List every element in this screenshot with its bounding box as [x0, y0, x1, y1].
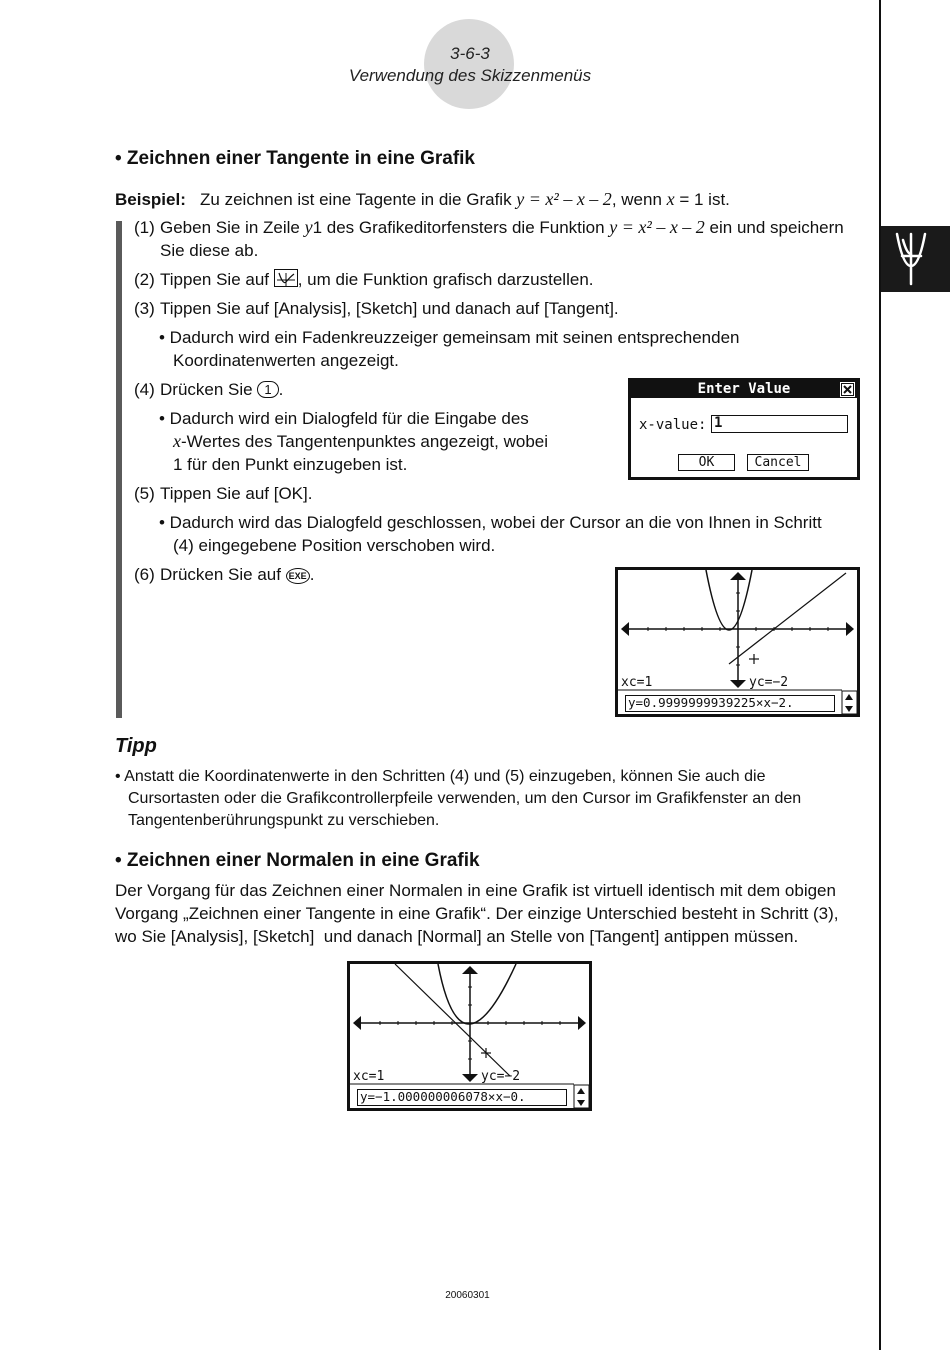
footer-code: 20060301: [445, 1290, 490, 1301]
tipp-line2: Cursortasten oder die Grafikcontrollerpfeile verwenden, um den Cursor im Grafikfenster an den: [128, 790, 802, 807]
step3-bullet-line2: Koordinatenwerten angezeigt.: [173, 351, 399, 370]
graph2-yc: yc=−2: [481, 1069, 521, 1084]
section2-line3: wo Sie [Analysis], [Sketch] und danach [Normal] an Stelle von [Tangent] antippen müssen.: [115, 927, 799, 946]
step5-num: (5): [134, 484, 155, 503]
example-text-a: Zu zeichnen ist eine Tagente in die Grafik: [200, 190, 517, 209]
close-icon[interactable]: [840, 382, 855, 397]
step4-bullet-text: -Wertes des Tangentenpunktes angezeigt, wobei: [181, 432, 549, 451]
step4-bullet-line1: • Dadurch wird ein Dialogfeld für die Eingabe des: [159, 409, 529, 428]
graph1-result-field[interactable]: y=0.9999999939225×x−2.: [625, 695, 835, 712]
step2-num: (2): [134, 270, 155, 289]
step6-text-a: Drücken Sie auf: [160, 565, 286, 584]
tipp-line3: Tangentenberührungspunkt zu verschieben.: [128, 812, 440, 829]
graph-chapter-icon: [881, 226, 950, 292]
graph2-xc: xc=1: [353, 1069, 385, 1084]
example-line: [115, 188, 730, 211]
example-label: Beispiel:: [115, 190, 186, 209]
tangent-graph-screen: [615, 567, 860, 717]
normal-graph-screen: [347, 961, 592, 1111]
normal-graph-plot: [350, 964, 589, 1108]
step2-line: [160, 268, 594, 291]
header-circle: [424, 19, 514, 109]
tangent-graph-plot: [618, 570, 857, 714]
example-text-c: = 1 ist.: [674, 190, 730, 209]
step1-line1: [160, 216, 844, 239]
step1-var: y: [304, 217, 313, 237]
dialog-title: Enter Value: [631, 381, 857, 398]
step5-text: Tippen Sie auf [OK].: [160, 484, 313, 503]
ok-button[interactable]: OK: [678, 454, 735, 471]
step2-text-b: , um die Funktion grafisch darzustellen.: [297, 270, 594, 289]
step6-text-b: .: [309, 565, 315, 584]
step4-bullet-line3: 1 für den Punkt einzugeben ist.: [173, 455, 408, 474]
step3-bullet-line1: • Dadurch wird ein Fadenkreuzzeiger gemeinsam mit seinen entsprechenden: [159, 328, 740, 347]
tipp-line1: • Anstatt die Koordinatenwerte in den Schritten (4) und (5) einzugeben, können Sie auch die: [115, 768, 766, 785]
example-formula: y = x² – x – 2: [516, 189, 612, 209]
page-number: 3-6-3: [450, 44, 490, 63]
step6-line: [160, 563, 314, 586]
step4-bullet-var: x: [173, 431, 181, 451]
exe-key-icon: EXE: [286, 568, 310, 584]
step5-bullet-line2: (4) eingegebene Position verschoben wird.: [173, 536, 496, 555]
example-text-b: , wenn: [611, 190, 667, 209]
step4-num: (4): [134, 380, 155, 399]
step1-line2: Sie diese ab.: [160, 241, 259, 260]
step1-text-a: Geben Sie in Zeile: [160, 218, 305, 237]
section2-line2: Vorgang „Zeichnen einer Tangente in eine Grafik“. Der einzige Unterschied besteht in Schritt (3),: [115, 904, 839, 923]
key-1-icon: 1: [257, 381, 278, 398]
section2-heading: • Zeichnen einer Normalen in eine Grafik: [115, 850, 480, 871]
step5-bullet-line1: • Dadurch wird das Dialogfeld geschlossen, wobei der Cursor an die von Ihnen in Schritt: [159, 513, 822, 532]
x-value-label: x-value:: [639, 417, 707, 433]
steps-sidebar: [116, 221, 122, 718]
section1-heading: • Zeichnen einer Tangente in eine Grafik: [115, 148, 475, 169]
graph1-xc: xc=1: [621, 675, 653, 690]
step6-num: (6): [134, 565, 155, 584]
example-var: x: [666, 189, 675, 209]
section-title: Verwendung des Skizzenmenüs: [348, 66, 592, 85]
x-value-input[interactable]: 1: [711, 415, 848, 433]
graph2-result-field[interactable]: y=−1.000000006078×x−0.: [357, 1089, 567, 1106]
step1-num: (1): [134, 218, 155, 237]
step4-line: [160, 378, 283, 401]
chapter-tab: [881, 226, 950, 292]
graph-draw-icon[interactable]: [274, 269, 298, 287]
step4-text-b: .: [278, 380, 284, 399]
step2-text-a: Tippen Sie auf: [160, 270, 274, 289]
section2-line1: Der Vorgang für das Zeichnen einer Normalen in eine Grafik ist virtuell identisch mit dem obigen: [115, 881, 836, 900]
step3-text: Tippen Sie auf [Analysis], [Sketch] und danach auf [Tangent].: [160, 299, 619, 318]
tipp-heading: Tipp: [115, 735, 157, 757]
enter-value-dialog: [628, 378, 860, 480]
step1-formula: y = x² – x – 2: [609, 217, 705, 237]
step1-text-b: 1 des Grafikeditorfensters die Funktion: [312, 218, 610, 237]
step4-bullet-line2: [173, 430, 548, 453]
graph1-yc: yc=−2: [749, 675, 789, 690]
step3-num: (3): [134, 299, 155, 318]
cancel-button[interactable]: Cancel: [747, 454, 809, 471]
page-right-rule: [879, 0, 881, 1350]
step4-text-a: Drücken Sie: [160, 380, 258, 399]
step1-text-c: ein und speichern: [704, 218, 844, 237]
